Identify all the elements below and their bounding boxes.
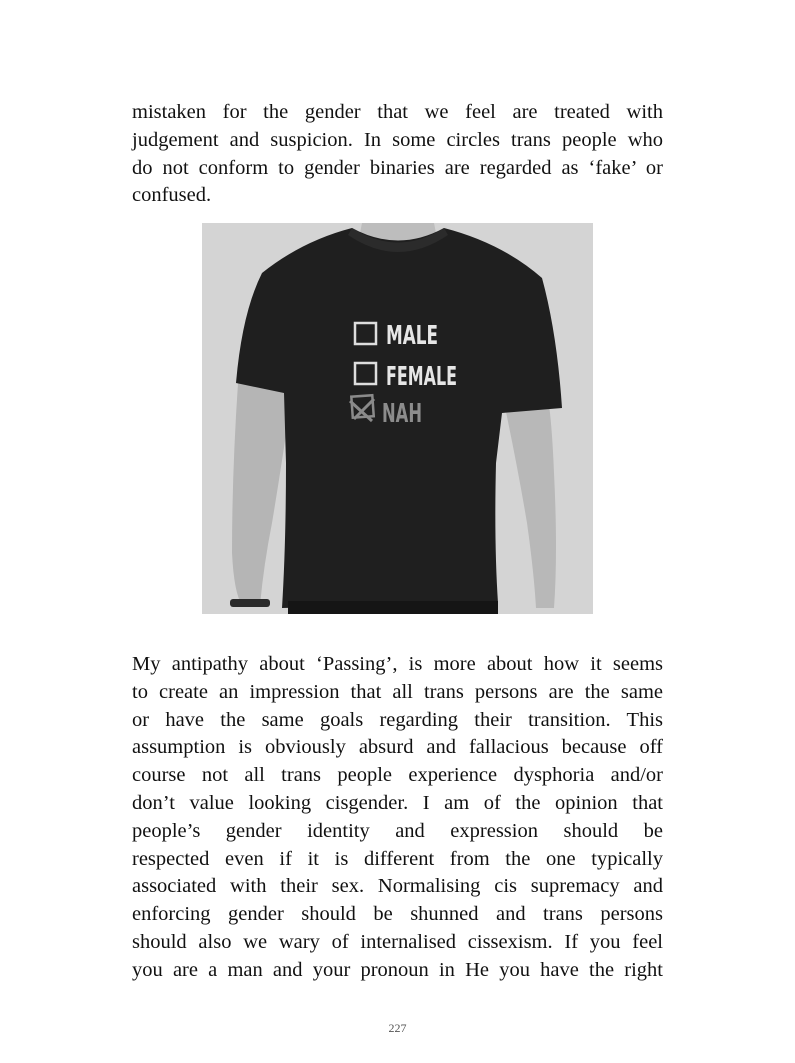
text-line: people’s gender identity and expression should be [132, 819, 663, 842]
text-line: confused. [132, 184, 212, 207]
text-line: to create an impression that all trans persons are the same [132, 680, 663, 703]
text-line: associated with their sex. Normalising cis supremacy and [132, 875, 663, 898]
shirt-option-female: FEMALE [386, 362, 457, 392]
text-line: do not conform to gender binaries are regarded as ‘fake’ or [132, 156, 663, 179]
text-line: enforcing gender should be shunned and trans persons [132, 903, 663, 926]
text-line: should also we wary of internalised cissexism. If you feel [132, 930, 663, 953]
shirt-option-male: MALE [386, 321, 438, 351]
text-line: or have the same goals regarding their transition. This [132, 708, 663, 731]
shirt-option-nah: NAH [382, 399, 422, 429]
text-line: respected even if it is different from the one typically [132, 847, 663, 870]
paragraph-2 [132, 651, 663, 985]
text-line: course not all trans people experience dysphoria and/or [132, 764, 663, 787]
text-line: My antipathy about ‘Passing’, is more about how it seems [132, 653, 663, 675]
text-line: don’t value looking cisgender. I am of the opinion that [132, 791, 663, 814]
text-line: you are a man and your pronoun in He you have the right [132, 958, 663, 981]
page-number: 227 [388, 1021, 407, 1035]
tshirt-photo [202, 223, 593, 614]
text-line: judgement and suspicion. In some circles trans people who [132, 128, 663, 151]
text-line: assumption is obviously absurd and fallacious because off [132, 736, 663, 759]
text-line: mistaken for the gender that we feel are treated with [132, 101, 663, 123]
paragraph-1 [132, 99, 663, 210]
tshirt-illustration [202, 223, 593, 614]
